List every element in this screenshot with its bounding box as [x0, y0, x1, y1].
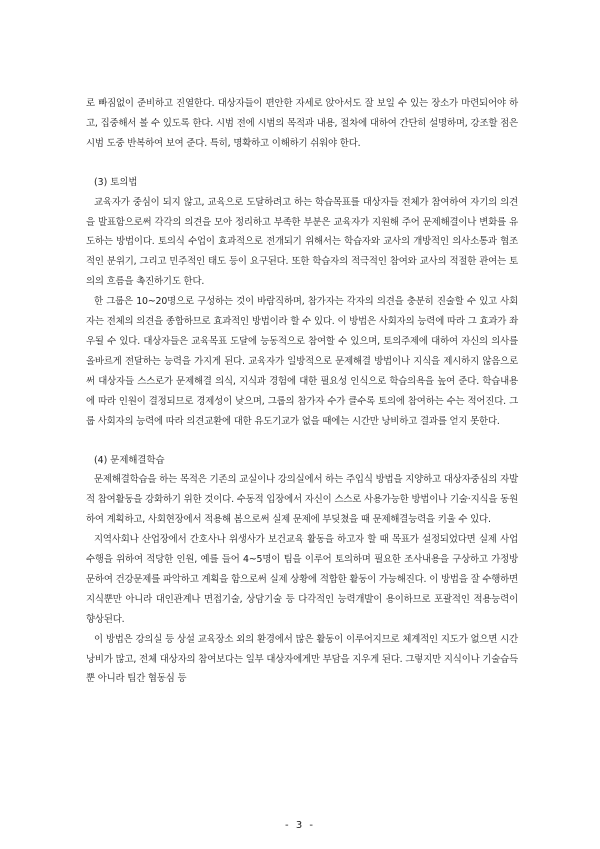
section-4-paragraph-1: 문제해결학습을 하는 목적은 기존의 교실이나 강의실에서 하는 주입식 방법을 지양하고 대상자중심의 자발적 참여활동을 강화하기 위한 것이다. 수동적 입장에서 자신이 스스로 사용가능한 방법이나 기술·지식을 동원하여 계획하고, 사회현장에서 적용해 봄으로써 실제 문제에 부딪쳤을 때 문제해결능력을 키울 수 있다. [86, 474, 518, 526]
section-4-heading: (4) 문제해결학습 [94, 454, 165, 466]
section-gap [86, 432, 518, 451]
section-gap [86, 154, 518, 173]
section-3-paragraph-2: 한 그룹은 10~20명으로 구성하는 것이 바람직하며, 참가자는 각자의 의견을 충분히 진술할 수 있고 사회자는 전체의 의견을 종합하므로 효과적인 방법이라 할 수 있다. 이 방법은 사회자의 능력에 따라 그 효과가 좌우될 수 있다. 대상자들은 교육목표 도달에 능동적으로 참여할 수 있으며, 토의주제에 대하여 자신의 의사를 올바르게 전달하는 능력을 가지게 된다. 교육자가 일방적으로 문제해결 방법이나 지식을 제시하지 않음으로써 대상자들 스스로가 문제해결 의식, 지식과 경험에 대한 필요성 인식으로 학습의욕을 높여 준다. 학습내용에 따라 인원이 결정되므로 경제성이 낮으며, 그룹의 참가자 수가 클수록 토의에 참여하는 수는 적어진다. 그룹 사회자의 능력에 따라 의견교환에 대한 유도기교가 없을 때에는 시간만 낭비하고 결과를 얻지 못한다. [86, 296, 518, 427]
document-page [86, 94, 518, 689]
section-4-paragraph-2: 지역사회나 산업장에서 간호사나 위생사가 보건교육 활동을 하고자 할 때 목표가 설정되었다면 실제 사업수행을 위하여 적당한 인원, 예를 들어 4~5명이 팀을 이루어 토의하며 필요한 조사내용을 구상하고 가정방문하여 건강문제를 파악하고 계획을 함으로써 실제 상황에 적합한 활동이 가능해진다. 이 방법을 잘 수행하면 지식뿐만 아니라 대인관계나 면접기술, 상담기술 등 다각적인 능력개발이 용이하므로 포괄적인 적용능력이 향상된다. [86, 534, 518, 625]
page-number: - 3 - [285, 820, 315, 831]
section-3-paragraph-1: 교육자가 중심이 되지 않고, 교육으로 도달하려고 하는 학습목표를 대상자들 전체가 참여하여 자기의 의견을 발표함으로써 각각의 의견을 모아 정리하고 부족한 부분은 교육자가 지원해 주어 문제해결이나 변화를 유도하는 방법이다. 토의식 수업이 효과적으로 전개되기 위해서는 학습자와 교사의 개방적인 의사소통과 협조적인 분위기, 그리고 민주적인 태도 등이 요구된다. 또한 학습자의 적극적인 참여와 교사의 적절한 관여는 토의의 흐름을 촉진하기도 한다. [86, 196, 518, 288]
section-4-paragraph-3: 이 방법은 강의실 등 상설 교육장소 외의 환경에서 많은 활동이 이루어지므로 체계적인 지도가 없으면 시간낭비가 많고, 전체 대상자의 참여보다는 일부 대상자에게만 부담을 지우게 된다. 그렇지만 지식이나 기술습득뿐 아니라 팀간 협동심 등 [86, 633, 518, 685]
intro-paragraph: 로 빠짐없이 준비하고 진열한다. 대상자들이 편안한 자세로 앉아서도 잘 보일 수 있는 장소가 마련되어야 하고, 집중해서 볼 수 있도록 한다. 시범 전에 시범의 목적과 내용, 절차에 대하여 간단히 설명하며, 강조할 점은 시범 도중 반복하여 보여 준다. 특히, 명확하고 이해하기 쉬워야 한다. [86, 98, 518, 149]
section-3-heading: (3) 토의법 [94, 176, 138, 188]
